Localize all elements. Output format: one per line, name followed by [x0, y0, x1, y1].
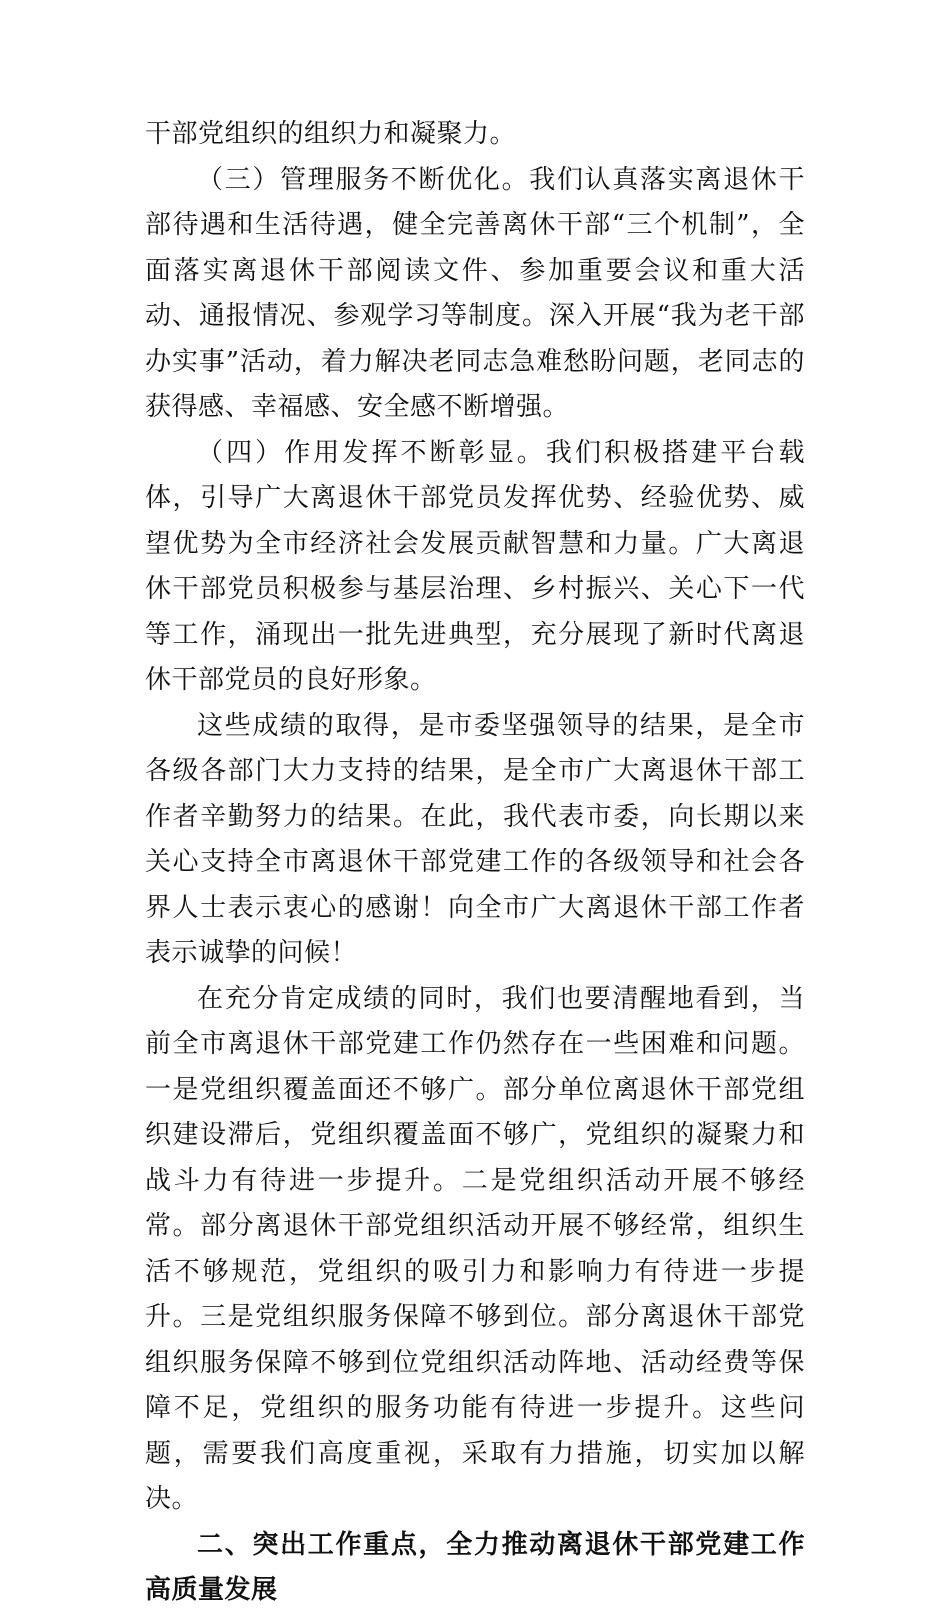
paragraph-text: 我们认真落实离退休干部待遇和生活待遇，健全完善离休干部“三个机制”，全面落实离退休干部阅读文件、参加重要会议和重大活动、通报情况、参观学习等制度。深入开展“我为老干部办实事”活动，着力解决老同志急难愁盼问题，老同志的获得感、幸福感、安全感不断增强。	[145, 164, 805, 422]
section-lead: （四）作用发挥不断彰显。	[197, 437, 546, 468]
paragraph-continued	[145, 112, 805, 158]
section-heading: 二、突出工作重点，全力推动离退休干部党建工作高质量发展	[145, 1529, 805, 1605]
paragraph-text: 我们积极搭建平台载体，引导广大离退休干部党员发挥优势、经验优势、威望优势为全市经济社会发展贡献智慧和力量。广大离退休干部党员积极参与基层治理、乡村振兴、关心下一代等工作，涌现出一批先进典型，充分展现了新时代离退休干部党员的良好形象。	[145, 437, 805, 695]
document-body	[145, 112, 805, 1614]
paragraph-problems	[145, 977, 805, 1523]
paragraph-section-4	[145, 431, 805, 704]
paragraph-text: 这些成绩的取得，是市委坚强领导的结果，是全市各级各部门大力支持的结果，是全市广大离退休干部工作者辛勤努力的结果。在此，我代表市委，向长期以来关心支持全市离退休干部党建工作的各级领导和社会各界人士表示衷心的感谢！向全市广大离退休干部工作者表示诚挚的问候！	[145, 710, 805, 968]
section-lead: （三）管理服务不断优化。	[197, 164, 530, 195]
paragraph-section-3	[145, 158, 805, 431]
paragraph-thanks	[145, 704, 805, 977]
paragraph-text: 干部党组织的组织力和凝聚力。	[145, 119, 517, 149]
paragraph-text: 在充分肯定成绩的同时，我们也要清醒地看到，当前全市离退休干部党建工作仍然存在一些困难和问题。一是党组织覆盖面还不够广。部分单位离退休干部党组织建设滞后，党组织覆盖面不够广，党组织的凝聚力和战斗力有待进一步提升。二是党组织活动开展不够经常。部分离退休干部党组织活动开展不够经常，组织生活不够规范，党组织的吸引力和影响力有待进一步提升。三是党组织服务保障不够到位。部分离退休干部党组织服务保障不够到位党组织活动阵地、活动经费等保障不足，党组织的服务功能有待进一步提升。这些问题，需要我们高度重视，采取有力措施，切实加以解决。	[145, 983, 805, 1514]
